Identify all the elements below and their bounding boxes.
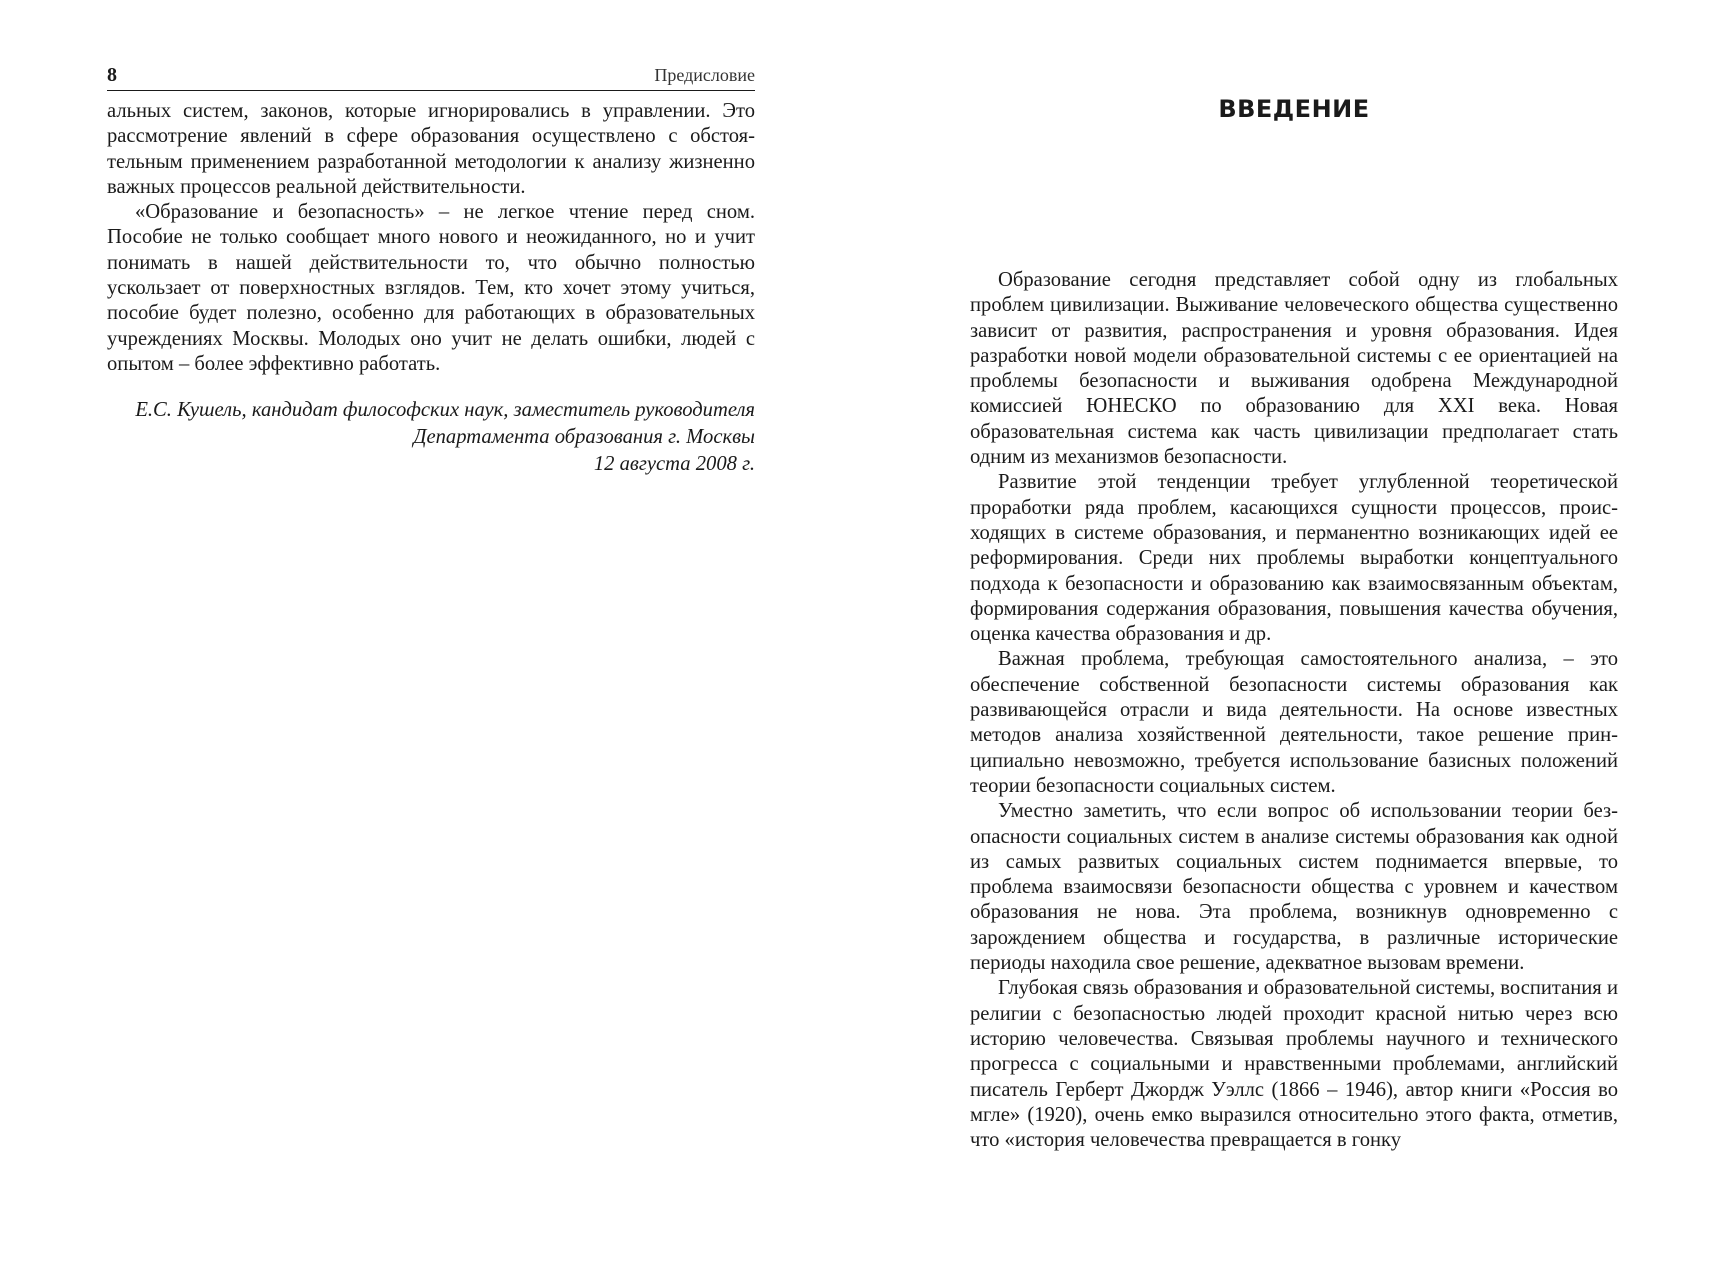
paragraph: «Образование и безопасность» – не легкое чтение перед сном. Пособие не только сообщает много нового и неожиданного, но и учит понимать в нашей действительности то, что обычно полностью ускользает от поверхностных взглядов. Тем, кто хочет этому учиться, пособие будет полезно, особенно для работающих в образовательных учреждениях Москвы. Молодых оно учит не делать ошибки, людей с опытом – более эффективно работать. bbox=[107, 201, 755, 375]
paragraph: Развитие этой тенденции требует углубленной теоретической проработки ряда проблем, касающихся сущности процессов, происходящих в системе образования, и перманентно возникающих идей ее реформирования. Среди них проблемы выработки концептуального подхода к безопасности и образованию как взаимосвязанным объектам, формирования содержания образования, повышения качества обучения, оценка качества образования и др. bbox=[970, 471, 1618, 646]
left-page bbox=[107, 60, 755, 478]
paragraph: Уместно заметить, что если вопрос об использовании теории безопасности социальных систем в анализе системы образования как одной из самых развитых социальных систем поднимается впервые, то проблема взаимосвязи безопасности общества с уровнем и качеством образования не нова. Эта проблема, возникнув одновременно с зарождением общества и государства, в различные исторические периоды находила свое решение, адекватное вызовам времени. bbox=[970, 800, 1618, 975]
chapter-title: ВВЕДЕНИЕ bbox=[1218, 95, 1370, 123]
paragraph: Глубокая связь образования и образовательной системы, воспитания и религии с безопасностью людей проходит красной нитью через всю историю человечества. Связывая проблемы научного и технического прогресса с социальными и нравственными проблемами, английский писатель Герберт Джордж Уэллс (1866 – 1946), автор книги «Россия во мгле» (1920), очень емко выразился относительно этого факта, отметив, что «история человечества превращается в гонку bbox=[970, 977, 1618, 1152]
right-page-body bbox=[970, 268, 1618, 1153]
paragraph: Образование сегодня представляет собой одну из глобальных проблем цивилизации. Выживание человеческого общества существенно зависит от развития, распространения и уровня образования. Идея разработки новой модели образовательной системы с ее ориентацией на проблемы безопасности и выживания одобрена Международной комиссией ЮНЕСКО по образованию для XXI века. Новая образовательная система как часть цивилизации предполагает стать одним из механизмов безопасности. bbox=[970, 269, 1618, 469]
left-page-body bbox=[107, 99, 755, 377]
foreword-signature bbox=[107, 397, 755, 478]
page-number: 8 bbox=[107, 64, 117, 86]
signature-author: Е.С. Кушель, кандидат философских наук, заместитель руководителя Департамента образования г. Москвы bbox=[135, 399, 755, 449]
running-title: Предисловие bbox=[654, 65, 755, 85]
running-head bbox=[107, 60, 755, 91]
paragraph: Важная проблема, требующая самостоятельного анализа, – это обеспечение собственной безопасности системы образования как развивающейся отрасли и вида деятельности. На основе известных методов анализа хозяйственной деятельности, такое решение принципиально невозможно, требуется использование базисных положений теории безопасности социальных систем. bbox=[970, 648, 1618, 797]
right-page bbox=[970, 95, 1618, 1153]
signature-date: 12 августа 2008 г. bbox=[593, 453, 755, 476]
paragraph: альных систем, законов, которые игнорировались в управлении. Это рассмотрение явлений в сфере образования осуществлено с обстоятельным применением разработанной методологии к анализу жизненно важных процессов реальной действительности. bbox=[107, 100, 755, 198]
